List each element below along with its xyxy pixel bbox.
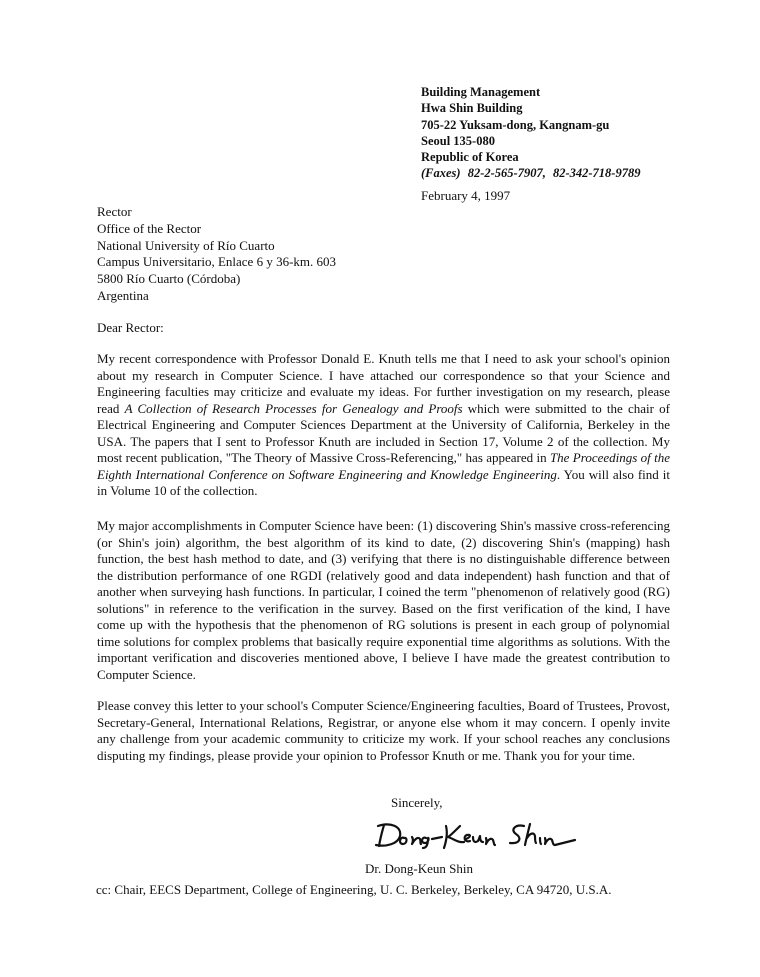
- recipient-line-3: National University of Río Cuarto: [97, 237, 275, 253]
- sender-street: 705-22 Yuksam-dong, Kangnam-gu: [421, 117, 610, 132]
- handwritten-signature: [370, 812, 590, 854]
- p1-text-b: which were submitted to the chair of Electrical Engineering and Computer Sciences Department at the University of California, Berkeley in the USA. The papers that I sent to Professor Knuth are included in Section 17, Volume 2 of the collection. My most recent publication, "The Theory of Massive Cross-Referencing," has appeared in: [97, 400, 670, 465]
- cc-line: cc: Chair, EECS Department, College of Engineering, U. C. Berkeley, Berkeley, CA 94720, U.S.A.: [96, 882, 612, 897]
- sender-org: Building Management: [421, 85, 541, 99]
- sender-country: Republic of Korea: [421, 150, 519, 165]
- sender-city: Seoul 135-080: [421, 133, 495, 148]
- fax-number-2: 82-342-718-9789: [552, 166, 641, 181]
- sender-address: [421, 84, 640, 182]
- signer-name: Dr. Dong-Keun Shin: [365, 861, 473, 876]
- recipient-line-5: 5800 Río Cuarto (Córdoba): [97, 271, 241, 287]
- recipient-line-2: Office of the Rector: [97, 220, 202, 236]
- p1-text-a: My recent correspondence with Professor Donald E. Knuth tells me that I need to ask your school's opinion about my research in Computer Science. I have attached our correspondence so that your Science and Engineering faculties may criticize and evaluate my ideas. For further investigation on my research, please read: [97, 351, 670, 416]
- body-paragraph-3: Please convey this letter to your school's Computer Science/Engineering faculties, Board of Trustees, Provost, Secretary-General, International Relations, Registrar, or anyone else whom it may concern. I openly invite any challenge from your academic community to criticize my work. If your school reaches any conclusions disputing my findings, please provide your opinion to Professor Knuth or me. Thank you for your time.: [97, 698, 670, 763]
- recipient-line-1: Rector: [97, 204, 132, 219]
- sender-building: Hwa Shin Building: [421, 101, 523, 116]
- closing: Sincerely,: [391, 795, 443, 810]
- sender-fax: [421, 165, 640, 181]
- body-paragraph-1: [97, 351, 670, 500]
- collection-title: A Collection of Research Processes for Genealogy and Proofs: [124, 400, 463, 416]
- body-paragraph-2: My major accomplishments in Computer Science have been: (1) discovering Shin's massive cross-referencing (or Shin's join) algorithm, the best algorithm of its kind to date, (2) discovering Shin's (mapping) hash function, the best hash method to date, and (3) verifying that there is no distinguishable difference between the distribution performance of one RGDI (relatively good and data independent) hash function and that of another when surveying hash functions. In particular, I coined the term "phenomenon of relatively good (RG) solutions" in reference to the verification in the survey. Based on the first verification of the kind, I have come up with the hypothesis that the phenomenon of RG solutions is present in each group of polynomial time solutions for complex problems that basically require exponential time algorithms as solutions. With the important verification and discoveries mentioned above, I believe I have made the greatest contribution to Computer Science.: [97, 518, 670, 682]
- salutation: Dear Rector:: [97, 320, 164, 335]
- recipient-address: [97, 204, 336, 305]
- fax-label: (Faxes): [421, 166, 461, 181]
- proceedings-title: The Proceedings of the Eighth International Conference on Software Engineering and Knowledge Engineering: [97, 450, 670, 482]
- p1-text-c: . You will also find it in Volume 10 of the collection.: [97, 466, 670, 498]
- recipient-line-4: Campus Universitario, Enlace 6 y 36-km. 603: [97, 254, 337, 270]
- recipient-line-6: Argentina: [97, 287, 149, 303]
- fax-number-1: 82-2-565-7907,: [467, 166, 546, 181]
- letter-date: February 4, 1997: [421, 188, 511, 203]
